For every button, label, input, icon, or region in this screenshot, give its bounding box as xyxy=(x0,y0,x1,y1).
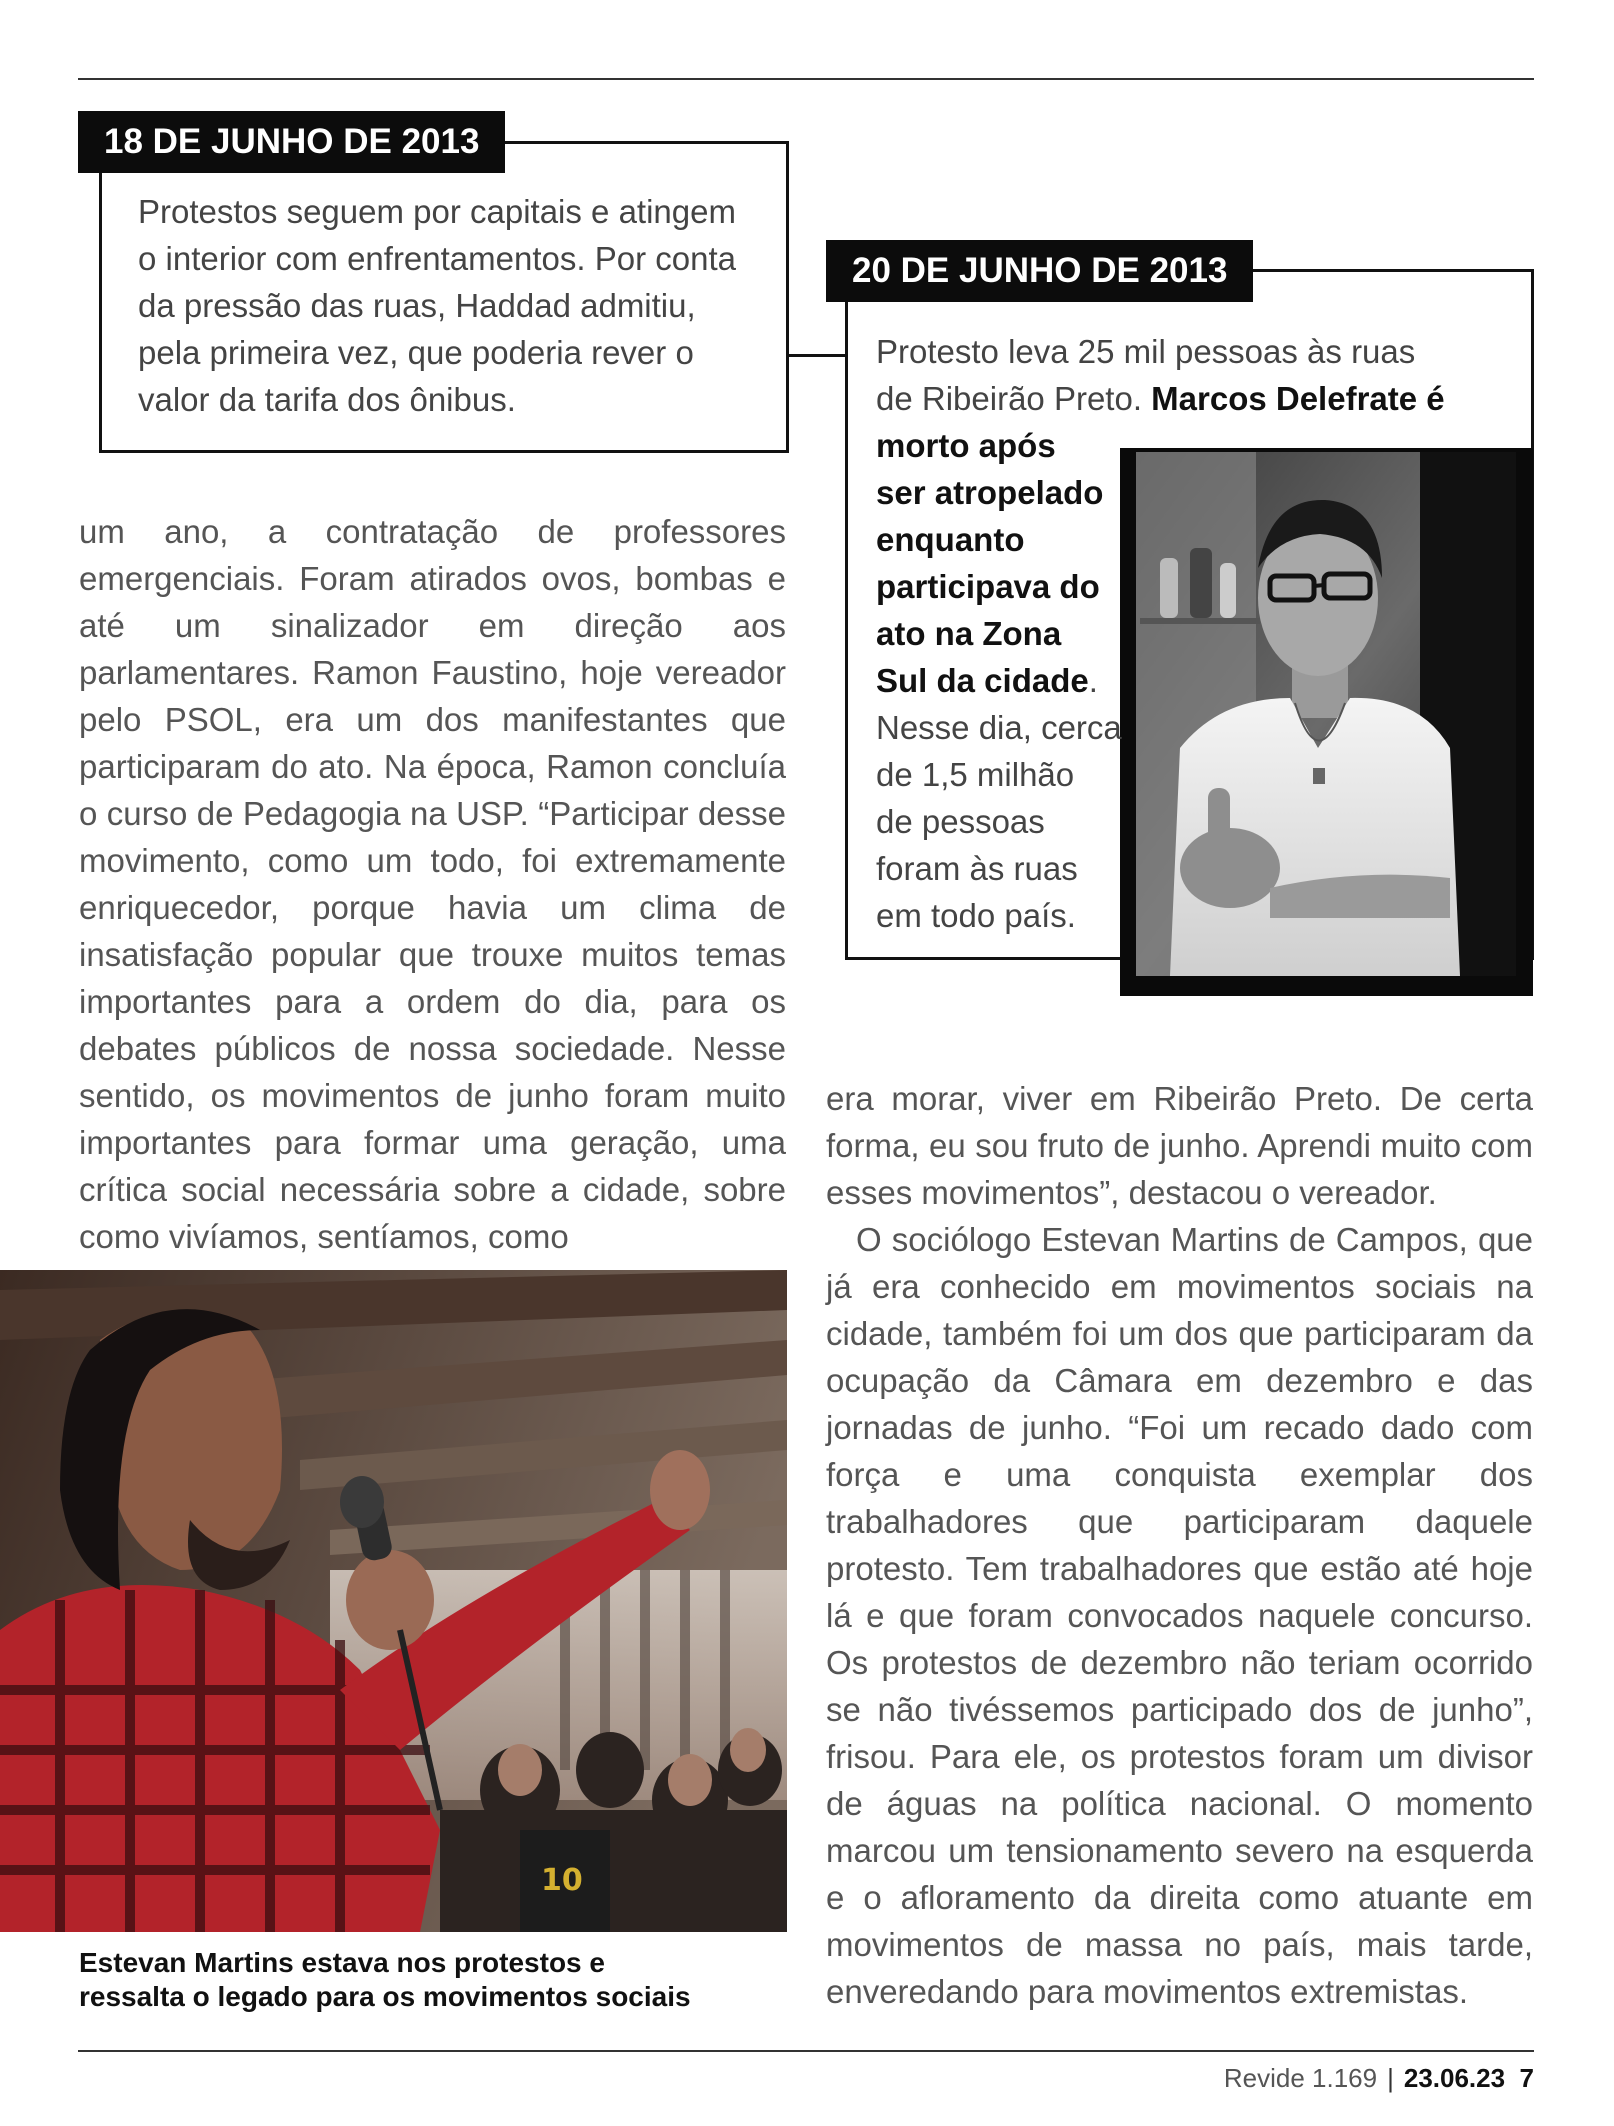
estevan-martins-photo xyxy=(0,1270,787,1932)
timeline-text-1: Protestos seguem por capitais e atingem o interior com enfrentamentos. Por conta da pressão das ruas, Haddad admitiu, pela primeira vez, que poderia rever o valor da tarifa dos ônibus. xyxy=(138,193,736,418)
article-right-paragraph-2: O sociólogo Estevan Martins de Campos, que já era conhecido em movimentos sociais na cidade, também foi um dos que participaram da ocupação da Câmara em dezembro e das jornadas de junho. “Foi um recado dado com força e uma conquista exemplar dos trabalhadores que participaram daquele protesto. Tem trabalhadores que estão até hoje lá e que foram convocados naquele concurso. Os protestos de dezembro não teriam ocorrido se não tivéssemos participado dos de junho”, frisou. Para ele, os protestos foram um divisor de águas na política nacional. O momento marcou um tensionamento severo na esquerda e o afloramento da direita como atuante em movimentos de massa no país, mais tarde, enveredando para movimentos extremistas. xyxy=(826,1221,1533,2010)
timeline-connector xyxy=(786,354,848,357)
timeline-2-line-7: ato na Zona xyxy=(876,615,1062,652)
top-rule xyxy=(78,78,1534,80)
timeline-date-1: 18 DE JUNHO DE 2013 xyxy=(78,111,505,173)
article-right-column xyxy=(826,1075,1533,2015)
photo-caption-line-2: ressalta o legado para os movimentos sociais xyxy=(79,1981,691,2012)
timeline-2-line-9: Nesse dia, cerca xyxy=(876,709,1122,746)
timeline-2-line-12: foram às ruas xyxy=(876,850,1078,887)
footer-magazine: Revide 1.169 xyxy=(1223,2063,1378,2093)
bottom-rule xyxy=(78,2050,1534,2052)
spectator-shirt-number: 10 xyxy=(541,1863,583,1898)
timeline-2-line-5: enquanto xyxy=(876,521,1025,558)
timeline-2-line-13: em todo país. xyxy=(876,897,1076,934)
page-footer xyxy=(1224,2063,1534,2094)
timeline-text-2 xyxy=(876,328,1516,939)
article-left-column xyxy=(79,508,786,1260)
timeline-2-line-2: de Ribeirão Preto. Marcos Delefrate é xyxy=(876,380,1445,417)
photo-caption-line-1: Estevan Martins estava nos protestos e xyxy=(79,1947,605,1978)
timeline-date-2: 20 DE JUNHO DE 2013 xyxy=(826,240,1253,302)
timeline-2-line-8: Sul da cidade. xyxy=(876,662,1098,699)
article-left-paragraph: um ano, a contratação de professores emergenciais. Foram atirados ovos, bombas e até um sinalizador em direção aos parlamentares. Ramon Faustino, hoje vereador pelo PSOL, era um dos manifestantes que participaram do ato. Na época, Ramon concluía o curso de Pedagogia na USP. “Participar desse movimento, como um todo, foi extremamente enriquecedor, porque havia um clima de insatisfação popular que trouxe muitos temas importantes para a ordem do dia, para os debates públicos de nossa sociedade. Nesse sentido, os movimentos de junho foram muito importantes para formar uma geração, uma crítica social necessária sobre a cidade, sobre como vivíamos, sentíamos, como xyxy=(79,513,786,1255)
timeline-2-line-4: ser atropelado xyxy=(876,474,1104,511)
timeline-2-line-10: de 1,5 milhão xyxy=(876,756,1075,793)
timeline-2-line-1: Protesto leva 25 mil pessoas às ruas xyxy=(876,333,1416,370)
timeline-2-line-6: participava do xyxy=(876,568,1100,605)
estevan-photo-illustration xyxy=(0,1270,787,1932)
photo-caption xyxy=(79,1946,799,2014)
footer-separator: | xyxy=(1387,2063,1394,2093)
timeline-2-line-11: de pessoas xyxy=(876,803,1045,840)
footer-page-number: 7 xyxy=(1519,2063,1534,2093)
article-right-paragraph-1: era morar, viver em Ribeirão Preto. De certa forma, eu sou fruto de junho. Aprendi muito com esses movimentos”, destacou o vereador. xyxy=(826,1080,1533,1211)
timeline-2-line-3: morto após xyxy=(876,427,1056,464)
footer-date: 23.06.23 xyxy=(1403,2063,1506,2093)
